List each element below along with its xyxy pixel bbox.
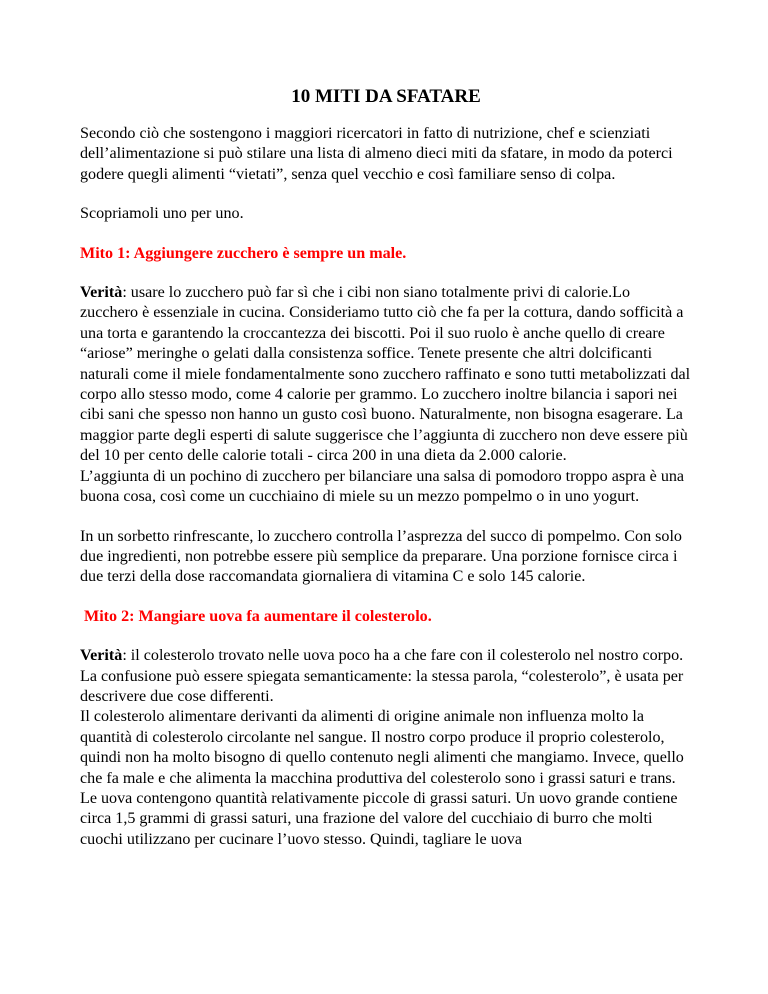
intro-paragraph: Secondo ciò che sostengono i maggiori ricercatori in fatto di nutrizione, chef e scienziati dell’alimentazione si può stilare una lista di almeno dieci miti da sfatare, in modo da poterci godere quegli alimenti “vietati”, senza quel vecchio e così familiare senso di colpa. — [80, 125, 673, 183]
myth-1-extra: In un sorbetto rinfrescante, lo zucchero controlla l’asprezza del succo di pompelmo. Con solo due ingredienti, non potrebbe essere più semplice da preparare. Una porzione fornisce circa i due terzi della dose raccomandata giornaliera di vitamina C e solo 145 calorie. — [80, 527, 682, 586]
myth-2-heading: Mito 2: Mangiare uova fa aumentare il colesterolo. — [84, 607, 432, 625]
myth-1-truth-more: L’aggiunta di un pochino di zucchero per bilanciare una salsa di pomodoro troppo aspra è una buona cosa, così come un cucchiaino di miele su un mezzo pompelmo o in uno yogurt. — [80, 467, 685, 506]
myth-1-truth — [80, 283, 692, 467]
myth-2-truth-label: Verità — [80, 647, 123, 665]
page-title: 10 MITI DA SFATARE — [291, 86, 481, 107]
document-page — [80, 86, 692, 850]
myth-2-truth-text: : il colesterolo trovato nelle uova poco ha a che fare con il colesterolo nel nostro corpo. — [122, 647, 684, 665]
myth-2-line-3: Le uova contengono quantità relativamente piccole di grassi saturi. Un uovo grande contiene circa 1,5 grammi di grassi saturi, una frazione del valore del cucchiaio di burro che molti cuochi utilizzano per cucinare l’uovo stesso. Quindi, tagliare le uova — [80, 789, 678, 848]
myth-2-line-1: La confusione può essere spiegata semanticamente: la stessa parola, “colesterolo”, è usata per descrivere due cose differenti. — [80, 667, 684, 705]
lead-paragraph: Scopriamoli uno per uno. — [80, 205, 244, 223]
myth-1-truth-text: : usare lo zucchero può far sì che i cibi non siano totalmente privi di calorie.Lo zucchero è essenziale in cucina. Consideriamo tutto ciò che fa per la cottura, dando sofficità a una torta e garantendo la croccantezza dei biscotti. Poi il suo ruolo è anche quello di creare “ariose” meringhe o gelati dalla consistenza soffice. Tenete presente che altri dolcificanti naturali come il miele fondamentalmente sono zucchero raffinato e sono tutti metabolizzati dal corpo allo stesso modo, come 4 calorie per grammo. Lo zucchero inoltre bilancia i sapori nei cibi sani che spesso non hanno un gusto così buono. Naturalmente, non bisogna esagerare. La maggior parte degli esperti di salute suggerisce che l’aggiunta di zucchero non deve essere più del 10 per cento delle calorie totali - circa 200 in una dieta da 2.000 calorie. — [80, 284, 691, 465]
myth-1-truth-label: Verità — [80, 284, 123, 302]
myth-2-truth — [80, 646, 692, 666]
myth-1-heading: Mito 1: Aggiungere zucchero è sempre un male. — [80, 244, 407, 262]
myth-2-line-2: Il colesterolo alimentare derivanti da alimenti di origine animale non influenza molto la quantità di colesterolo circolante nel sangue. Il nostro corpo produce il proprio colesterolo, quindi non ha molto bisogno di quello contenuto negli alimenti che mangiamo. Invece, quello che fa male e che alimenta la macchina produttiva del colesterolo sono i grassi saturi e trans. — [80, 708, 684, 787]
